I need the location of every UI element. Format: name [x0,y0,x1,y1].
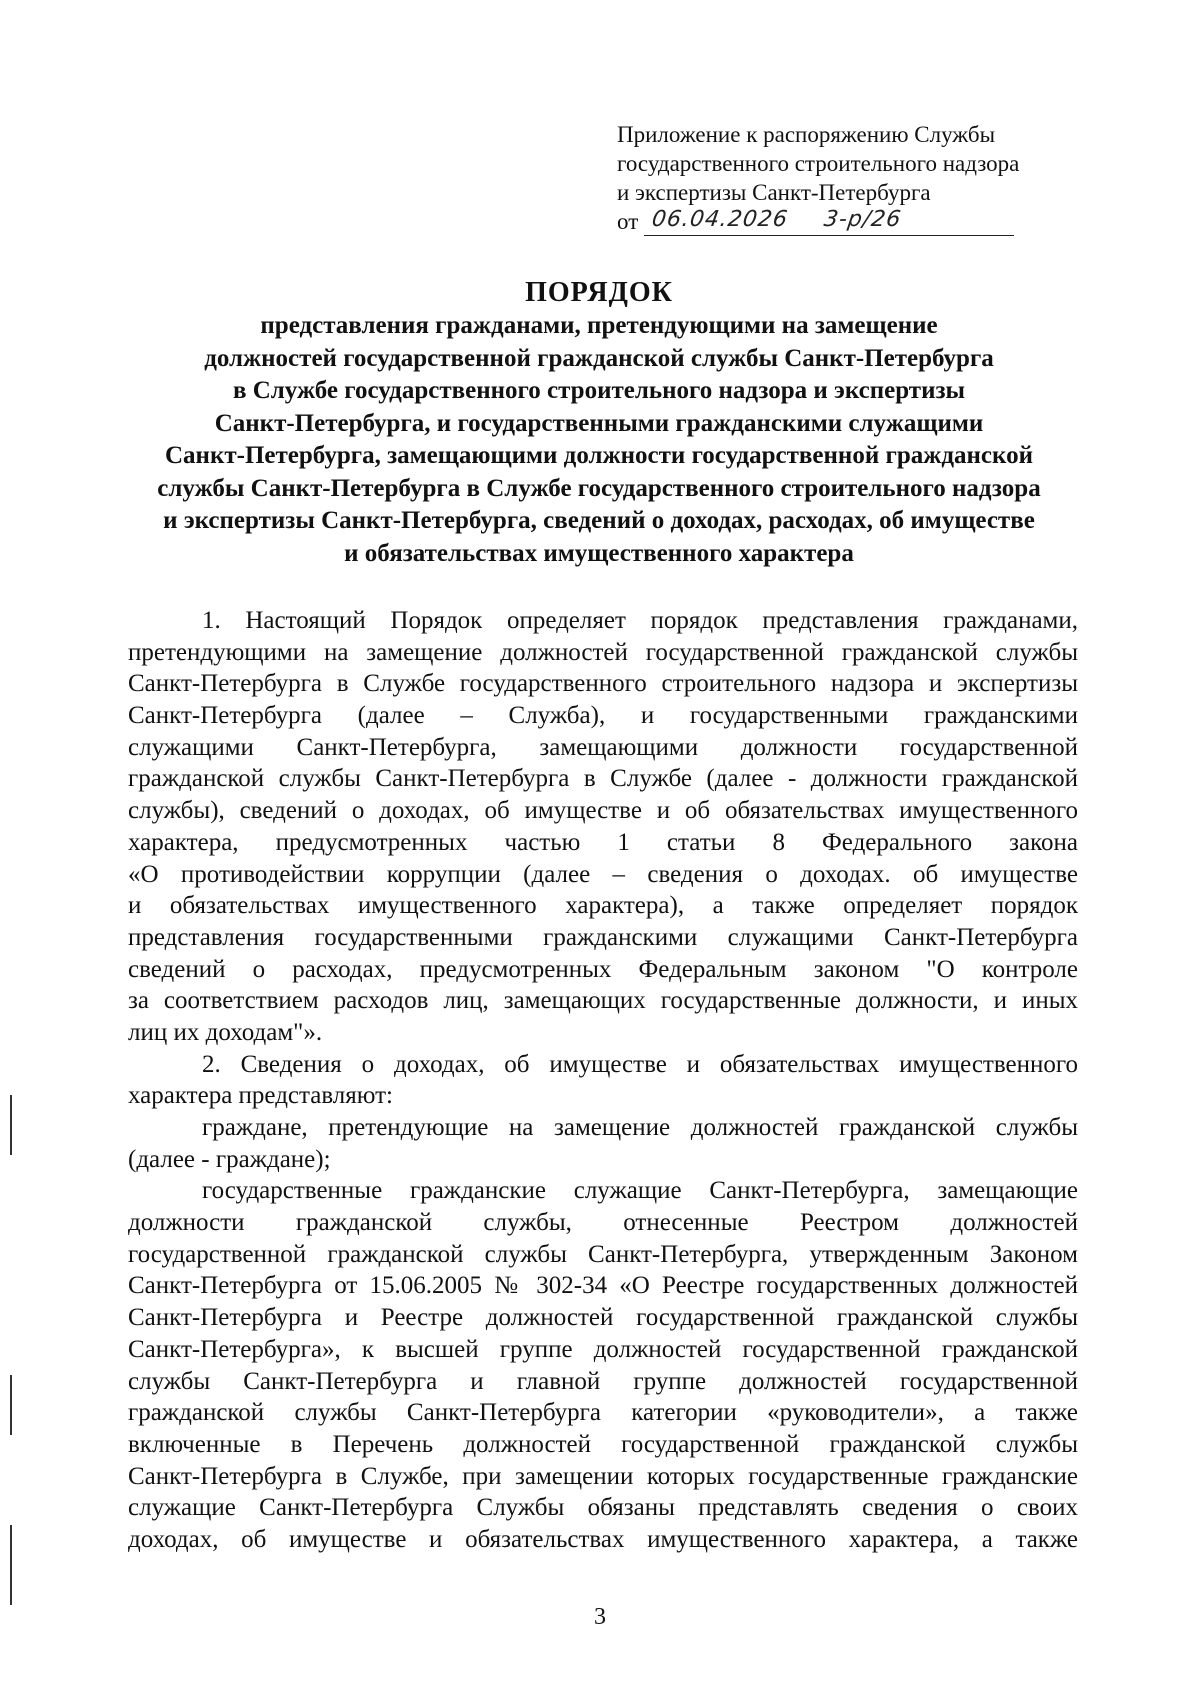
paragraph-servants-line: Санкт-Петербурга», к высшей группе должностей государственной гражданской [128,1335,1078,1363]
paragraph-1-line: службы), сведений о доходах, об имуществе и об обязательствах имущественного [128,797,1078,825]
appendix-line: Приложение к распоряжению Службы [617,122,996,147]
paragraph-1-line: характера, предусмотренных частью 1 статьи 8 Федерального закона [128,828,1078,856]
paragraph-1-line: за соответствием расходов лиц, замещающих государственные должности, и иных [128,987,1078,1015]
paragraph-servants-line: служащие Санкт-Петербурга Службы обязаны представлять сведения о своих [128,1494,1078,1522]
paragraph-1-line: Санкт-Петербурга в Службе государственного строительного надзора и экспертизы [128,670,1078,698]
appendix-line: государственного строительного надзора [617,151,1020,176]
appendix-header [617,120,1047,236]
paragraph-1-line: служащими Санкт-Петербурга, замещающими должности государственной [128,733,1078,761]
title-line: и обязательствах имущественного характера [344,539,854,567]
paragraph-servants-line: Санкт-Петербурга от 15.06.2005 № 302-34 «О Реестре государственных должностей [128,1272,1078,1300]
page-number: 3 [594,1604,606,1630]
scan-edge-mark [10,1375,12,1435]
paragraph-2-line: характера представляют: [128,1082,394,1110]
paragraph-1-line: гражданской службы Санкт-Петербурга в Службе (далее - должности гражданской [128,765,1078,793]
paragraph-1-line: 1. Настоящий Порядок определяет порядок представления гражданами, [202,607,1078,634]
title-line: службы Санкт-Петербурга в Службе государственного строительного надзора [157,474,1041,502]
title-line: в Службе государственного строительного надзора и экспертизы [232,377,966,404]
title-line: должностей государственной гражданской службы Санкт-Петербурга [204,344,994,372]
scan-edge-mark [10,1095,12,1155]
paragraph-servants-line: Санкт-Петербурга и Реестре должностей государственной гражданской службы [128,1304,1078,1332]
title-line: Санкт-Петербурга, и государственными гражданскими служащими [214,409,984,437]
title-subtitle [120,310,1078,570]
paragraph-2-line: 2. Сведения о доходах, об имуществе и обязательствах имущественного [202,1050,1078,1078]
paragraph-citizens-line: граждане, претендующие на замещение должностей гражданской службы [202,1114,1078,1141]
paragraph-1-line: и обязательствах имущественного характера), а также определяет порядок [128,892,1078,920]
title-line: и экспертизы Санкт-Петербурга, сведений о доходах, расходах, об имуществе [163,507,1035,534]
from-label: от [617,209,639,234]
paragraph-servants-line: Санкт-Петербурга в Службе, при замещении которых государственные гражданские [128,1462,1078,1490]
order-date-number-row [617,207,1047,236]
handwritten-order-number: 3-р/26 [822,207,904,232]
paragraph-1-line: сведений о расходах, предусмотренных Федеральным законом "О контроле [128,955,1078,983]
paragraph-1-line: представления государственными гражданскими служащими Санкт-Петербурга [128,923,1078,951]
title-line: представления гражданами, претендующими на замещение [260,312,938,339]
paragraph-citizens-line: (далее - граждане); [128,1145,331,1173]
paragraph-servants-line: государственные гражданские служащие Санкт-Петербурга, замещающие [202,1177,1078,1205]
paragraph-1-line: претендующими на замещение должностей государственной гражданской службы [128,638,1078,666]
paragraph-servants-line: государственной гражданской службы Санкт-Петербурга, утвержденным Законом [128,1240,1078,1268]
paragraph-servants-line: должности гражданской службы, отнесенные Реестром должностей [128,1209,1078,1237]
scan-edge-mark [10,1525,12,1605]
document-title [120,276,1078,570]
title-line: Санкт-Петербурга, замещающими должности государственной гражданской [165,442,1033,469]
handwritten-fill-line [644,209,1014,236]
paragraph-servants-line: службы Санкт-Петербурга и главной группе должностей государственной [128,1367,1078,1395]
paragraph-1-line: Санкт-Петербурга (далее – Служба), и государственными гражданскими [128,702,1078,730]
handwritten-date: 06.04.2026 [650,207,790,232]
appendix-line: и экспертизы Санкт-Петербурга [617,180,931,205]
title-main: ПОРЯДОК [525,277,673,308]
document-body [128,605,1078,1556]
paragraph-servants-line: включенные в Перечень должностей государственной гражданской службы [128,1430,1078,1458]
paragraph-servants-line: доходах, об имуществе и обязательствах имущественного характера, а также [128,1525,1078,1553]
paragraph-1-line: «О противодействии коррупции (далее – сведения о доходах. об имуществе [128,860,1078,888]
paragraph-1-line: лиц их доходам"». [128,1018,323,1046]
paragraph-servants-line: гражданской службы Санкт-Петербурга категории «руководители», а также [128,1399,1078,1427]
